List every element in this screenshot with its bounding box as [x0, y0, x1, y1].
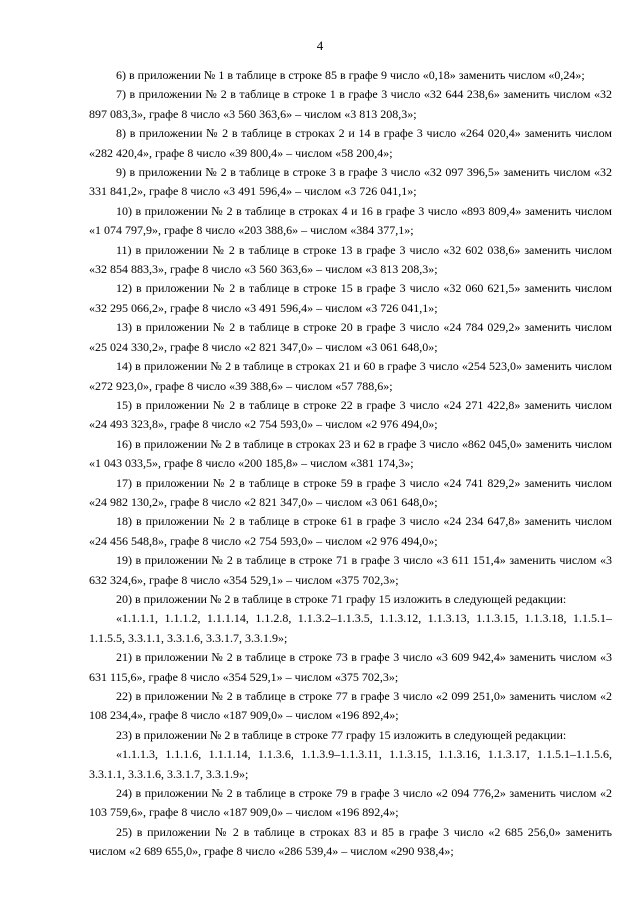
paragraph-24: 24) в приложении № 2 в таблице в строке 79 в графе 3 число «2 094 776,2» заменить числом «2 103 759,6», графе 8 число «187 909,0» – числом «196 892,4»; — [89, 786, 612, 820]
paragraph-15: 15) в приложении № 2 в таблице в строке 22 в графе 3 число «24 271 422,8» заменить числом «24 493 323,8», графе 8 число «2 754 593,0» – числом «2 976 494,0»; — [89, 397, 612, 432]
document-body — [89, 66, 612, 862]
paragraph-12: 12) в приложении № 2 в таблице в строке 15 в графе 3 число «32 060 621,5» заменить числом «32 295 066,2», графе 8 число «3 491 596,4» – числом «3 726 041,1»; — [89, 281, 612, 315]
paragraph-6: 6) в приложении № 1 в таблице в строке 85 в графе 9 число «0,18» заменить числом «0,24»; — [116, 68, 585, 82]
paragraph-8: 8) в приложении № 2 в таблице в строках 2 и 14 в графе 3 число «264 020,4» заменить числом «282 420,4», графе 8 число «39 800,4» – числом «58 200,4»; — [89, 126, 612, 160]
paragraph-20: 20) в приложении № 2 в таблице в строке 71 графу 15 изложить в следующей редакции: — [116, 591, 567, 606]
paragraph-9: 9) в приложении № 2 в таблице в строке 3 в графе 3 число «32 097 396,5» заменить числом «32 331 841,2», графе 8 число «3 491 596,4» – числом «3 726 041,1»; — [89, 165, 612, 199]
paragraph-11: 11) в приложении № 2 в таблице в строке 13 в графе 3 число «32 602 038,6» заменить числом «32 854 883,3», графе 8 число «3 560 363,6» – числом «3 813 208,3»; — [89, 242, 612, 277]
paragraph-18: 18) в приложении № 2 в таблице в строке 61 в графе 3 число «24 234 647,8» заменить числом «24 456 548,8», графе 8 число «2 754 593,0» – числом «2 976 494,0»; — [89, 514, 612, 548]
paragraph-23: 23) в приложении № 2 в таблице в строке 77 графу 15 изложить в следующей редакции: — [116, 727, 567, 742]
paragraph-16: 16) в приложении № 2 в таблице в строках 23 и 62 в графе 3 число «862 045,0» заменить числом «1 043 033,5», графе 8 число «200 185,8» – числом «381 174,3»; — [89, 436, 612, 471]
paragraph-13: 13) в приложении № 2 в таблице в строке 20 в графе 3 число «24 784 029,2» заменить числом «25 024 330,2», графе 8 число «2 821 347,0» – числом «3 061 648,0»; — [89, 320, 612, 354]
paragraph-17: 17) в приложении № 2 в таблице в строке 59 в графе 3 число «24 741 829,2» заменить числом «24 982 130,2», графе 8 число «2 821 347,0» – числом «3 061 648,0»; — [89, 475, 612, 509]
paragraph-25: 25) в приложении № 2 в таблице в строках 83 и 85 в графе 3 число «2 685 256,0» заменить числом «2 689 655,0», графе 8 число «286 539,4» – числом «290 938,4»; — [89, 824, 612, 859]
paragraph-19: 19) в приложении № 2 в таблице в строке 71 в графе 3 число «3 611 151,4» заменить числом «3 632 324,6», графе 8 число «354 529,1» – числом «375 702,3»; — [89, 553, 612, 587]
paragraph-21: 21) в приложении № 2 в таблице в строке 73 в графе 3 число «3 609 942,4» заменить числом «3 631 115,6», графе 8 число «354 529,1» – числом «375 702,3»; — [89, 650, 612, 684]
paragraph-20-quote: «1.1.1.1, 1.1.1.2, 1.1.1.14, 1.1.2.8, 1.1.3.2–1.1.3.5, 1.1.3.12, 1.1.3.13, 1.1.3.15, 1.1.3.18, 1.1.5.1–1.1.5.5, 3.3.1.1, 3.3.1.6, 3.3.1.7, 3.3.1.9»; — [89, 611, 612, 645]
paragraph-14: 14) в приложении № 2 в таблице в строках 21 и 60 в графе 3 число «254 523,0» заменить числом «272 923,0», графе 8 число «39 388,6» – числом «57 788,6»; — [89, 359, 612, 393]
paragraph-23-quote: «1.1.1.3, 1.1.1.6, 1.1.1.14, 1.1.3.6, 1.1.3.9–1.1.3.11, 1.1.3.15, 1.1.3.16, 1.1.3.17, 1.1.5.1–1.1.5.6, 3.3.1.1, 3.3.1.6, 3.3.1.7, 3.3.1.9»; — [89, 747, 612, 781]
paragraph-7: 7) в приложении № 2 в таблице в строке 1 в графе 3 число «32 644 238,6» заменить числом «32 897 083,3», графе 8 число «3 560 363,6» – числом «3 813 208,3»; — [89, 87, 612, 121]
paragraph-10: 10) в приложении № 2 в таблице в строках 4 и 16 в графе 3 число «893 809,4» заменить числом «1 074 797,9», графе 8 число «203 388,6» – числом «384 377,1»; — [89, 203, 612, 238]
page-number: 4 — [316, 38, 324, 53]
paragraph-22: 22) в приложении № 2 в таблице в строке 77 в графе 3 число «2 099 251,0» заменить числом «2 108 234,4», графе 8 число «187 909,0» – числом «196 892,4»; — [89, 689, 612, 723]
